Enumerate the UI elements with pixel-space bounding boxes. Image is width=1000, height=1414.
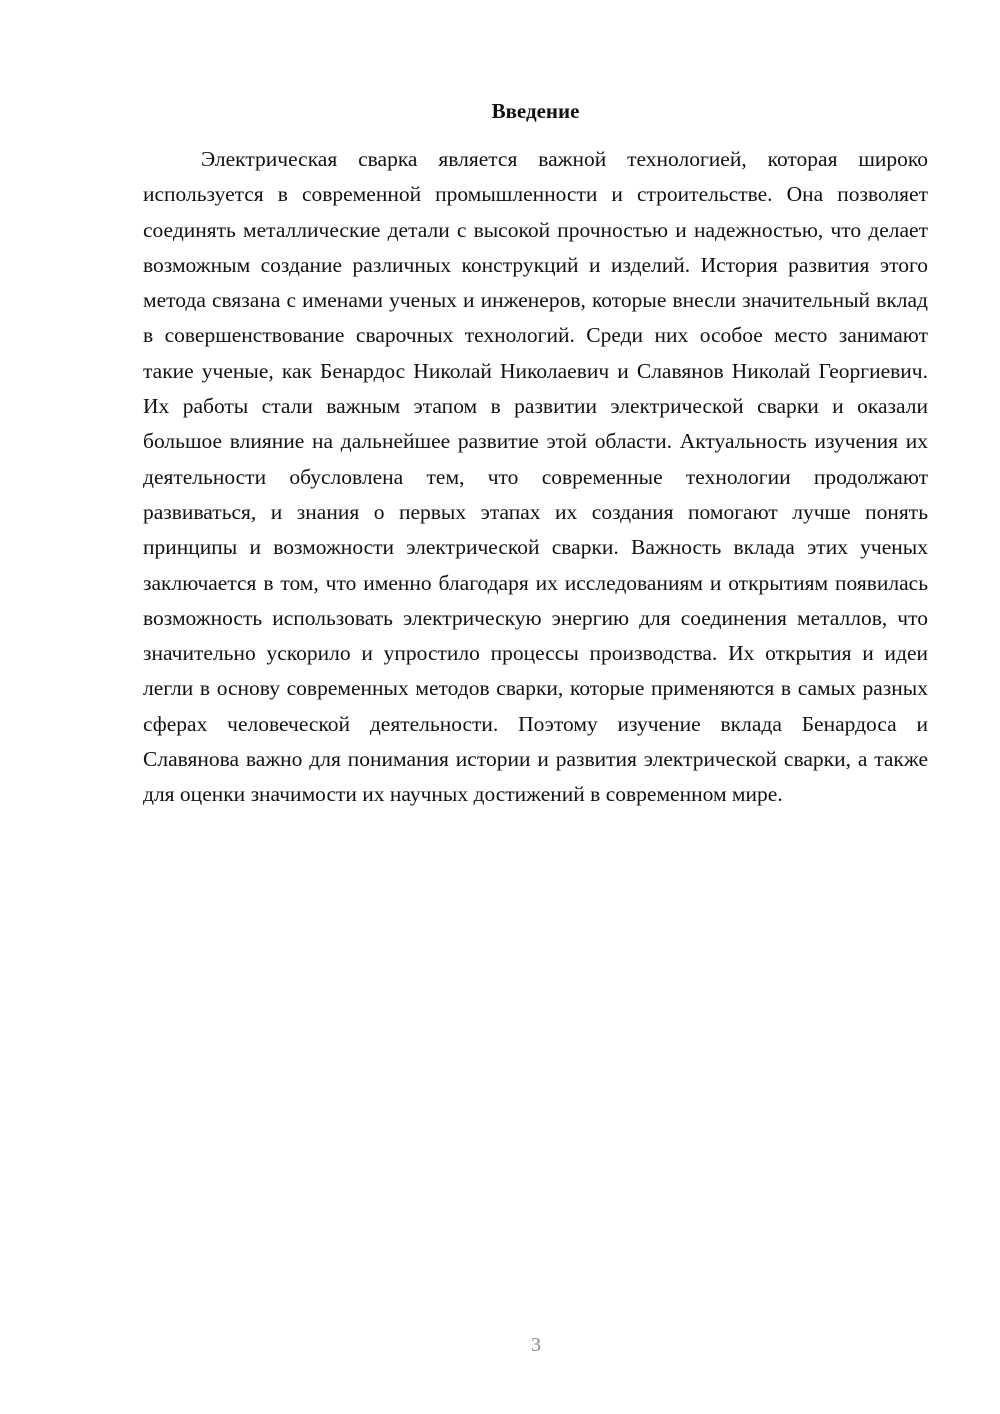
body-paragraph: Электрическая сварка является важной технологией, которая широко используется в современной промышленности и строительстве. Она позволяет соединять металлические детали с высокой прочностью и надежностью, что делает возможным создание различных конструкций и изделий. История развития этого метода связана с именами ученых и инженеров, которые внесли значительный вклад в совершенствование сварочных технологий. Среди них особое место занимают такие ученые, как Бенардос Николай Николаевич и Славянов Николай Георгиевич. Их работы стали важным этапом в развитии электрической сварки и оказали большое влияние на дальнейшее развитие этой области. Актуальность изучения их деятельности обусловлена тем, что современные технологии продолжают развиваться, и знания о первых этапах их создания помогают лучше понять принципы и возможности электрической сварки. Важность вклада этих ученых заключается в том, что именно благодаря их исследованиям и открытиям появилась возможность использовать электрическую энергию для соединения металлов, что значительно ускорило и упростило процессы производства. Их открытия и идеи легли в основу современных методов сварки, которые применяются в самых разных сферах человеческой деятельности. Поэтому изучение вклада Бенардоса и Славянова важно для понимания истории и развития электрической сварки, а также для оценки значимости их научных достижений в современном мире. bbox=[143, 147, 928, 807]
page-number: 3 bbox=[531, 1334, 541, 1356]
section-heading: Введение bbox=[491, 99, 580, 123]
